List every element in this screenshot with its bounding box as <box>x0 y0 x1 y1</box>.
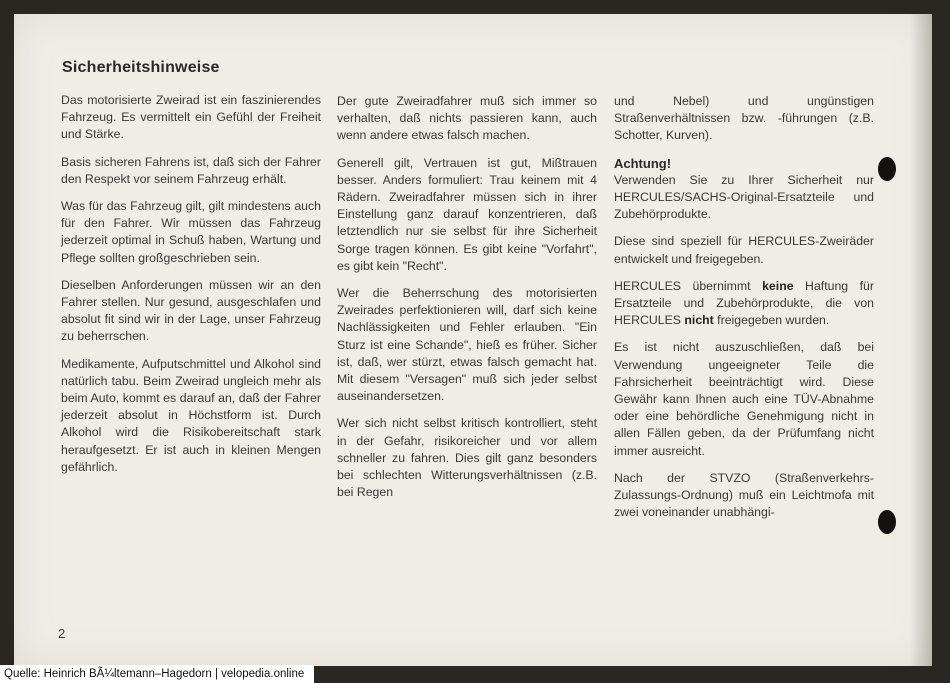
paragraph: und Nebel) und ungünstigen Straßenverhältnissen bzw. -führungen (z.B. Schotter, Kurven). <box>614 94 874 143</box>
emphasis-nicht: nicht <box>684 313 714 328</box>
paragraph: Was für das Fahrzeug gilt, gilt mindestens auch für den Fahrer. Wir müssen das Fahrzeug jederzeit optimal in Schuß haben, Wartung und Pflege sollten großgeschrieben sein. <box>61 199 321 265</box>
text-column-2 <box>337 93 597 511</box>
binder-hole-bottom <box>878 510 896 534</box>
emphasis-keine: keine <box>762 278 794 293</box>
paragraph: Nach der STVZO (Straßenverkehrs-Zulassungs-Ordnung) muß ein Leichtmofa mit zwei voneinander unabhängi- <box>614 470 874 520</box>
paragraph: Wer sich nicht selbst kritisch kontrolliert, steht in der Gefahr, risikoreicher und vor allem schneller zu fahren. Dies gilt ganz besonders bei schlechten Witterungsverhältnissen (z.B. bei Regen <box>337 416 597 500</box>
text-run: HERCULES übernimmt <box>614 278 763 293</box>
paragraph: Generell gilt, Vertrauen ist gut, Mißtrauen besser. Anders formuliert: Trau keinem mit 4 Rädern. Zweiradfahrer müssen sich in ihrer Einstellung ganz darauf konzentrieren, daß letztendlich nur sie selbst für ihre Sicherheit Sorge tragen können. Es gibt keine "Vorfahrt", es gibt kein "Recht". <box>337 155 597 273</box>
page-edge-shadow <box>910 14 932 666</box>
paragraph: Der gute Zweiradfahrer muß sich immer so verhalten, daß nichts passieren kann, auch wenn andere etwas falsch machen. <box>337 94 597 143</box>
paragraph: Diese sind speziell für HERCULES-Zweiräder entwickelt und freigegeben. <box>614 234 874 266</box>
page-number: 2 <box>58 626 66 641</box>
paragraph: Basis sicheren Fahrens ist, daß sich der Fahrer den Respekt vor seinem Fahrzeug erhält. <box>61 154 321 186</box>
paragraph: Wer die Beherrschung des motorisierten Zweirades perfektionieren will, darf sich keine Nachlässigkeiten und Fehler erlauben. "Ein Sturz ist eine Schande", hieß es früher. Sicher ist, daß, wer stürzt, etwas falsch gemacht hat. Mit diesem "Versagen" muß sich jeder selbst auseinandersetzen. <box>337 286 597 404</box>
paragraph: Das motorisierte Zweirad ist ein faszinierendes Fahrzeug. Es vermittelt ein Gefühl der Freiheit und Stärke. <box>61 93 321 142</box>
text-column-1 <box>61 92 321 486</box>
binder-hole-top <box>878 157 896 181</box>
paragraph: Dieselben Anforderungen müssen wir an den Fahrer stellen. Nur gesund, ausgeschlafen und absolut fit sind wir in der Lage, unser Fahrzeug zu beherrschen. <box>61 277 321 344</box>
paragraph: Es ist nicht auszuschließen, daß bei Verwendung ungeeigneter Teile die Fahrsicherheit beeinträchtigt wird. Diese Gewähr kann Ihnen auch eine TÜV-Abnahme oder eine behördliche Genehmigung nicht in allen Fällen geben, da der Prüfumfang nicht immer ausreicht. <box>614 340 874 458</box>
paragraph: Verwenden Sie zu Ihrer Sicherheit nur HERCULES/SACHS-Original-Ersatzteile und Zubehörprodukte. <box>614 172 874 222</box>
manual-page <box>14 14 932 666</box>
text-run: freigegeben wurden. <box>713 313 830 328</box>
page-title: Sicherheitshinweise <box>62 59 220 76</box>
text-column-3 <box>614 93 874 531</box>
liability-paragraph <box>614 278 874 330</box>
warning-heading: Achtung! <box>614 155 672 171</box>
text-run: Haftung für Ersatzteile und Zubehörprodukte, die von HERCULES <box>614 278 874 328</box>
paragraph: Medikamente, Aufputschmittel und Alkohol sind natürlich tabu. Beim Zweirad ungleich mehr als beim Auto, kommt es darauf an, daß der Fahrer jederzeit absolut in Höchstform ist. Durch Alkohol wird die Risikobereitschaft stark heraufgesetzt. Er ist auch in kleinen Mengen gefährlich. <box>61 356 321 474</box>
source-credit: Quelle: Heinrich BÃ¼ltemann–Hagedorn | velopedia.online <box>0 665 314 683</box>
